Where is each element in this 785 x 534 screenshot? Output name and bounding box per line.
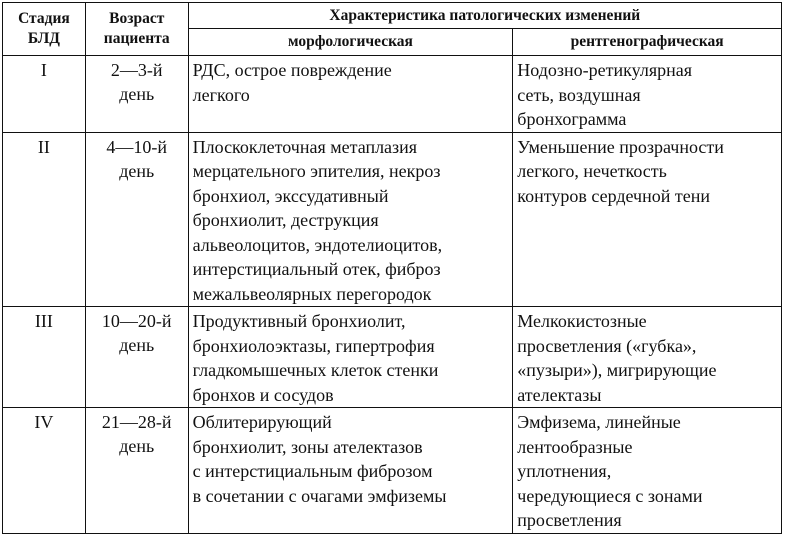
age-line: день — [119, 160, 155, 181]
morph-line: гладкомышечных клеток стенки — [192, 360, 439, 380]
age-cell — [85, 307, 188, 408]
age-cell — [85, 408, 188, 534]
xray-line: Мелкокистозные — [517, 311, 647, 331]
xray-cell — [513, 56, 782, 133]
xray-cell — [513, 408, 782, 534]
table-row — [3, 132, 782, 307]
xray-line: просветления («губка», — [517, 335, 697, 356]
header-age — [85, 3, 188, 56]
header-stage-line-1: Стадия — [18, 10, 70, 27]
stage-cell: IV — [3, 408, 86, 534]
xray-line: Эмфизема, линейные — [517, 412, 681, 432]
morph-line: бронхов и сосудов — [192, 384, 334, 405]
xray-line: легкого, нечеткость — [517, 161, 667, 181]
morph-line: межальвеолярных перегородок — [192, 283, 432, 304]
xray-line: лентообразные — [517, 436, 633, 457]
xray-cell — [513, 132, 782, 307]
morph-cell — [188, 408, 513, 534]
header-radiographic: рентгенографическая — [513, 29, 782, 56]
age-line: 10—20-й — [101, 311, 172, 331]
morph-line: Плоскоклеточная метаплазия — [192, 136, 418, 157]
header-stage — [3, 3, 86, 56]
morph-line: мерцательного эпителия, некроз — [192, 161, 441, 181]
header-characteristic: Характеристика патологических изменений — [188, 3, 781, 29]
table-row — [3, 408, 782, 534]
age-line: 2—3-й — [110, 60, 163, 80]
stage-cell: III — [3, 307, 86, 408]
morph-line: альвеолоцитов, эндотелиоцитов, — [192, 234, 443, 255]
morph-line: бронхиолит, зоны ателектазов — [192, 436, 423, 457]
morph-cell — [188, 307, 513, 408]
bld-stages-table — [2, 2, 782, 534]
xray-cell — [513, 307, 782, 408]
xray-line: сеть, воздушная — [517, 84, 641, 105]
xray-line: бронхограмма — [517, 109, 627, 129]
xray-line: «пузыри»), мигрирующие — [517, 360, 717, 380]
header-morphological: морфологическая — [188, 29, 513, 56]
xray-line: чередующиеся с зонами — [517, 485, 703, 506]
xray-line: Нодозно-ретикулярная — [517, 60, 693, 80]
age-line: день — [119, 436, 155, 456]
morph-line: с интерстициальным фиброзом — [192, 461, 433, 481]
stage-cell: II — [3, 132, 86, 307]
age-line: 4—10-й — [106, 136, 168, 157]
age-cell — [85, 56, 188, 133]
age-line: день — [119, 84, 155, 104]
age-line: 21—28-й — [101, 412, 172, 432]
morph-cell — [188, 132, 513, 307]
morph-line: бронхиолит, деструкция — [192, 210, 379, 230]
xray-line: уплотнения, — [517, 461, 612, 481]
xray-line: контуров сердечной тени — [517, 185, 710, 206]
morph-line: бронхиол, экссудативный — [192, 185, 389, 206]
header-age-line-2: пациента — [103, 30, 170, 47]
age-line: день — [119, 335, 155, 355]
header-age-line-1: Возраст — [109, 10, 165, 27]
morph-line: Облитерирующий — [192, 412, 332, 432]
xray-line: Уменьшение прозрачности — [517, 136, 724, 157]
morph-cell — [188, 56, 513, 133]
stage-cell: I — [3, 56, 86, 133]
xray-line: просветления — [517, 510, 622, 530]
table-row — [3, 307, 782, 408]
table-row — [3, 56, 782, 133]
header-stage-line-2: БЛД — [27, 30, 60, 47]
morph-line: бронхиолоэктазы, гипертрофия — [192, 335, 435, 356]
xray-line: ателектазы — [517, 384, 602, 405]
morph-line: РДС, острое повреждение — [192, 60, 392, 80]
morph-line: легкого — [192, 84, 250, 105]
age-cell — [85, 132, 188, 307]
morph-line: интерстициальный отек, фиброз — [192, 259, 441, 279]
morph-line: Продуктивный бронхиолит, — [192, 311, 406, 331]
morph-line: в сочетании с очагами эмфиземы — [192, 485, 447, 506]
